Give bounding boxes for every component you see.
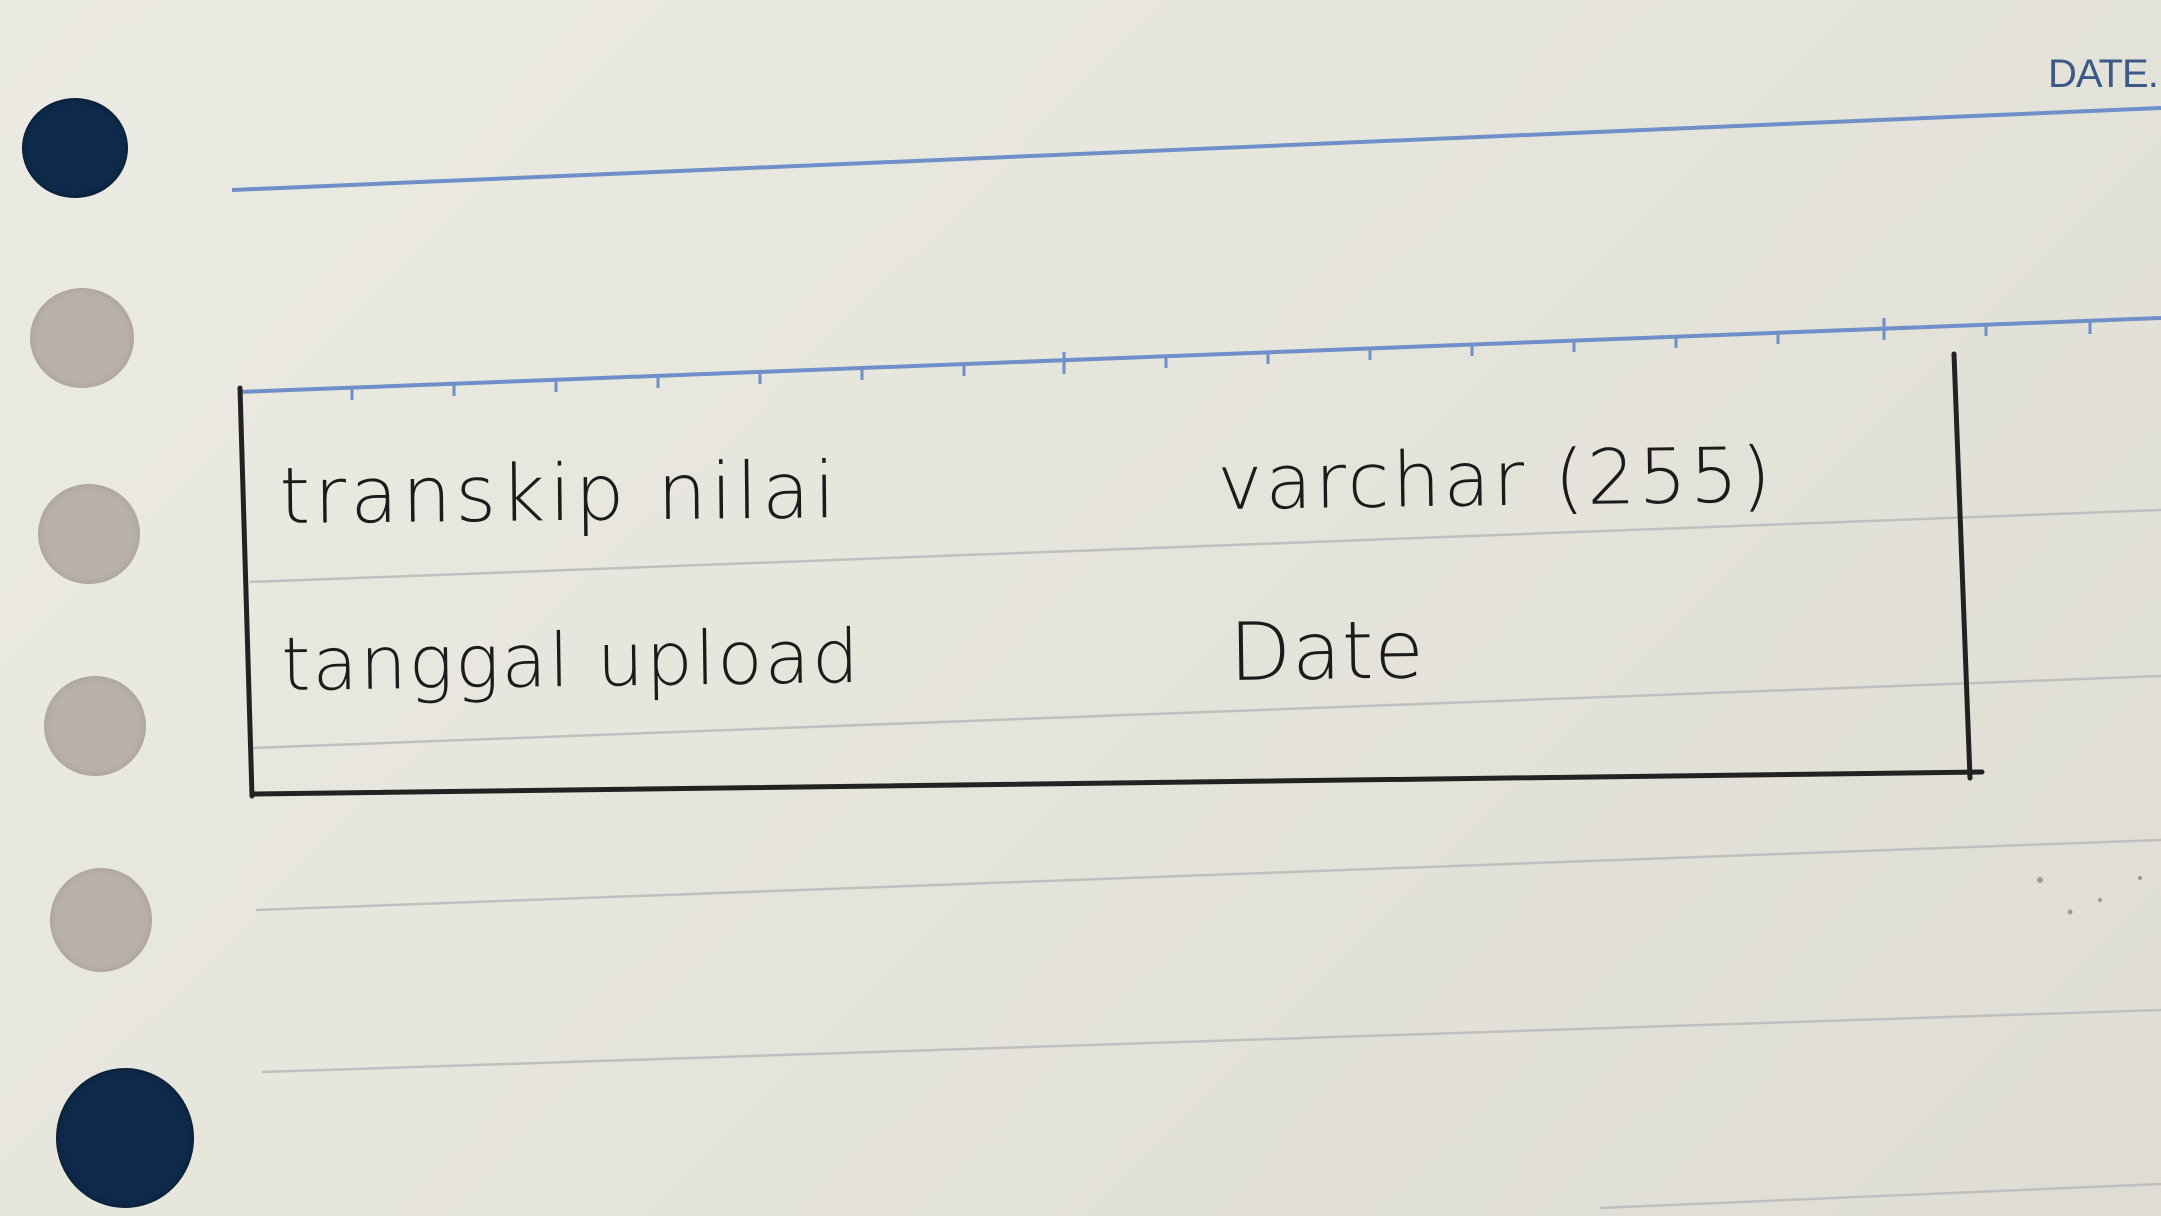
field-type-cell: Date bbox=[1228, 603, 1426, 699]
table-box bbox=[240, 354, 1982, 796]
field-name-cell: transkip nilai bbox=[279, 446, 840, 542]
pencil-marks bbox=[2037, 876, 2142, 915]
date-label: DATE. bbox=[2048, 52, 2158, 96]
binder-hole bbox=[56, 1068, 194, 1208]
grey-rules bbox=[250, 510, 2161, 1208]
binder-hole bbox=[44, 676, 146, 776]
binder-hole bbox=[38, 484, 140, 584]
binder-hole bbox=[22, 98, 128, 198]
field-name-cell: tanggal upload bbox=[280, 613, 862, 708]
scale-rule bbox=[238, 318, 2161, 392]
binder-hole bbox=[50, 868, 152, 972]
binder-hole bbox=[30, 288, 134, 388]
field-type-cell: varchar (255) bbox=[1216, 430, 1775, 527]
header-rule bbox=[232, 108, 2161, 190]
